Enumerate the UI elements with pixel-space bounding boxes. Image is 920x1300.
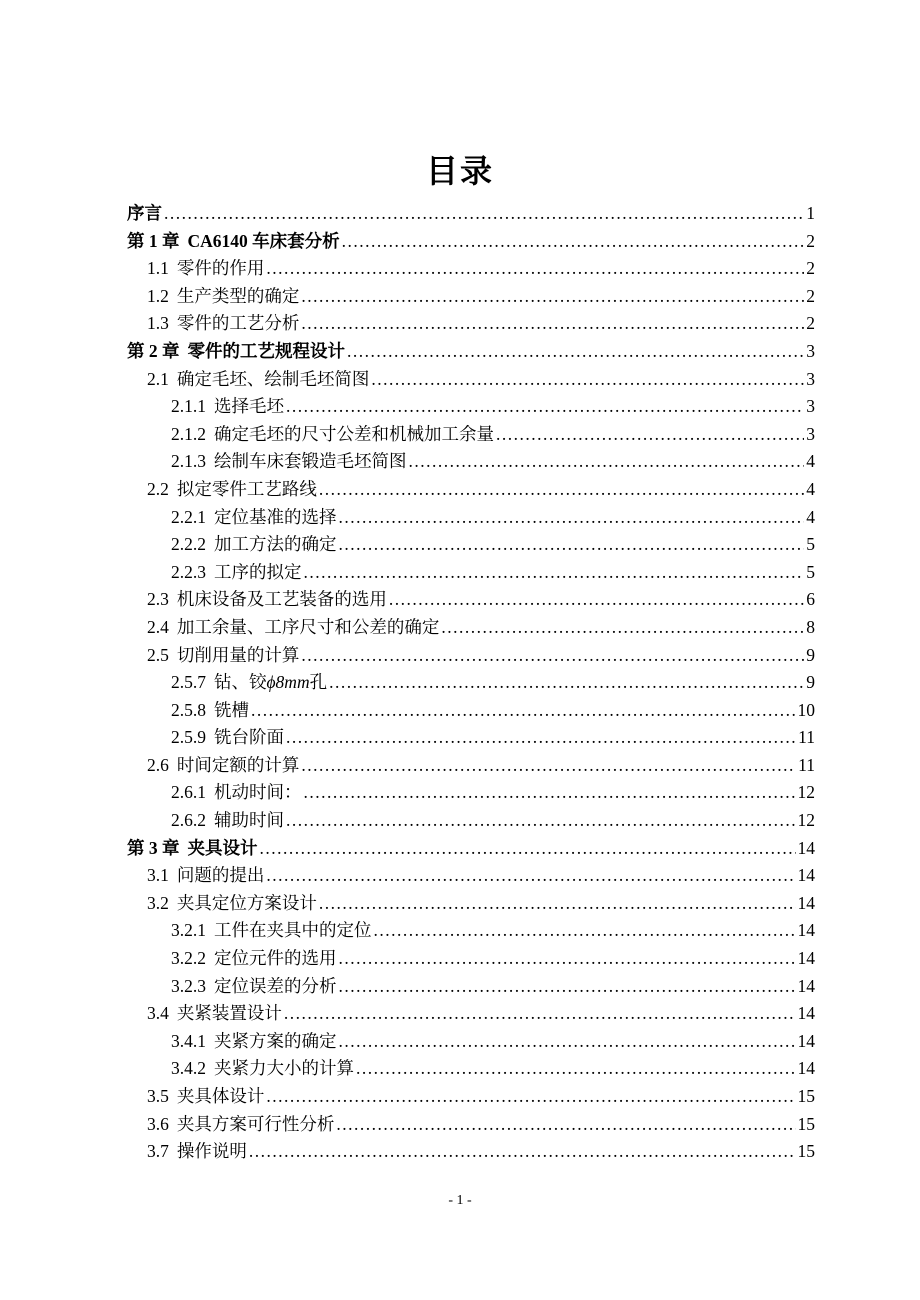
- toc-entry-page: 14: [797, 892, 815, 913]
- dot-leader: [342, 228, 805, 256]
- toc-entry-page: 14: [797, 1058, 815, 1079]
- toc-entry-number: 2.5.7: [171, 672, 206, 693]
- dot-leader: [339, 531, 805, 559]
- toc-entry[interactable]: [127, 255, 815, 283]
- toc-entry-number: 1.2: [147, 285, 169, 306]
- toc-entry-number: 3.7: [147, 1141, 169, 1162]
- toc-entry-title-text: 定位元件的选用: [214, 948, 337, 969]
- dot-leader: [286, 724, 796, 752]
- toc-entry-title-text: 绘制车床套锻造毛坯简图: [214, 451, 407, 472]
- toc-entry-title: [188, 835, 258, 863]
- toc-entry[interactable]: [127, 1138, 815, 1166]
- toc-entry-title-text: 零件的工艺规程设计: [187, 340, 345, 361]
- toc-entry-title: [177, 1111, 335, 1139]
- toc-entry-number: 1.3: [147, 313, 169, 334]
- toc-entry-page: 9: [806, 672, 815, 693]
- toc-entry-title-text: 切削用量的计算: [176, 644, 300, 665]
- dot-leader: [251, 697, 796, 725]
- dot-leader: [409, 448, 805, 476]
- toc-entry[interactable]: [127, 338, 815, 366]
- toc-entry-page: 10: [797, 699, 815, 720]
- toc-entry-number: 2.1.1: [171, 396, 206, 417]
- toc-entry-title: [214, 669, 327, 697]
- toc-entry-number: 第 3 章: [127, 837, 180, 858]
- toc-entry[interactable]: [127, 531, 815, 559]
- toc-entry-title: [188, 228, 340, 256]
- toc-entry-page: 4: [806, 506, 815, 527]
- toc-entry-number: 2.1: [147, 368, 169, 389]
- toc-entry[interactable]: [127, 642, 815, 670]
- toc-entry-title-text: 序言: [127, 203, 162, 223]
- toc-entry[interactable]: [127, 724, 815, 752]
- dot-leader: [319, 476, 804, 504]
- toc-entry-page: 11: [798, 727, 815, 748]
- toc-entry-title: [214, 697, 249, 725]
- dot-leader: [347, 338, 804, 366]
- toc-entry-page: 15: [797, 1141, 815, 1162]
- toc-entry-title-text: 生产类型的确定: [176, 285, 300, 306]
- toc-entry-number: 2.1.2: [171, 423, 206, 444]
- toc-entry[interactable]: [127, 835, 815, 863]
- toc-entry-number: 3.4.1: [171, 1030, 206, 1051]
- toc-entry-number: 2.2: [147, 478, 169, 499]
- toc-entry-title: [177, 752, 300, 780]
- toc-entry-title-text: 工件在夹具中的定位: [214, 920, 372, 941]
- toc-entry-number: 3.4.2: [171, 1058, 206, 1079]
- toc-entry-title: [214, 724, 284, 752]
- dot-leader: [329, 669, 804, 697]
- toc-entry-number: 3.2.1: [171, 920, 206, 941]
- toc-entry-title-text: 定位基准的选择: [214, 506, 337, 527]
- toc-entry-page: 8: [806, 616, 815, 637]
- toc-entry[interactable]: [127, 393, 815, 421]
- toc-entry-number: 2.3: [147, 589, 169, 610]
- toc-entry-number: 3.4: [147, 1003, 169, 1024]
- toc-entry[interactable]: [127, 448, 815, 476]
- dot-leader: [339, 973, 796, 1001]
- toc-entry[interactable]: [127, 917, 815, 945]
- toc-entry-page: 1: [806, 203, 815, 223]
- toc-entry-title: [177, 1000, 282, 1028]
- dot-leader: [301, 752, 796, 780]
- dot-leader: [371, 366, 804, 394]
- toc-entry-title: [177, 614, 440, 642]
- toc-entry-title: [177, 890, 317, 918]
- toc-entry-title-text: 定位误差的分析: [214, 975, 337, 996]
- dot-leader: [301, 283, 804, 311]
- toc-entry-page: 14: [797, 837, 815, 858]
- dot-leader: [374, 917, 796, 945]
- toc-entry-title: [177, 255, 265, 283]
- toc-entry-number: 3.2: [147, 892, 169, 913]
- toc-entry-page: 12: [797, 810, 815, 831]
- dot-leader: [304, 779, 796, 807]
- toc-entry-title: [177, 476, 317, 504]
- toc-entry-title-text: 时间定额的计算: [176, 754, 300, 775]
- toc-entry-title: [214, 973, 337, 1001]
- dot-leader: [496, 421, 804, 449]
- toc-entry-number: 3.1: [147, 865, 169, 886]
- toc-entry-title-text: 确定毛坯的尺寸公差和机械加工余量: [214, 423, 494, 444]
- toc-entry-page: 15: [797, 1086, 815, 1106]
- toc-entry[interactable]: [127, 1028, 815, 1056]
- toc-entry[interactable]: [127, 586, 815, 614]
- toc-entry[interactable]: [127, 973, 815, 1001]
- toc-entry-page: 15: [797, 1113, 815, 1134]
- toc-entry-title-text: 机动时间：: [214, 782, 302, 803]
- toc-entry-title-text: 钻、铰: [214, 672, 267, 693]
- toc-entry[interactable]: [127, 752, 815, 780]
- toc-entry-number: 2.6: [147, 754, 169, 775]
- toc-entry-number: 2.5: [147, 644, 169, 665]
- toc-entry-title-text: 夹具方案可行性分析: [176, 1113, 335, 1134]
- dot-leader: [356, 1055, 796, 1083]
- toc-entry-number: 2.6.2: [171, 810, 206, 831]
- toc-entry[interactable]: [127, 310, 815, 338]
- toc-entry[interactable]: [127, 807, 815, 835]
- toc-entry-page: 2: [806, 285, 815, 306]
- toc-entry-title: [214, 448, 407, 476]
- toc-entry-number: 2.5.9: [171, 727, 206, 748]
- dot-leader: [260, 835, 796, 863]
- toc-entry-title-text: 夹具定位方案设计: [176, 892, 317, 913]
- dot-leader: [336, 1111, 795, 1139]
- toc-entry-title-suffix: 孔: [309, 672, 328, 693]
- toc-entry-number: 2.2.1: [171, 506, 206, 527]
- dot-leader: [339, 504, 805, 532]
- dot-leader: [339, 945, 796, 973]
- toc-entry-page: 14: [797, 1003, 815, 1024]
- toc-entry-page: 2: [806, 313, 815, 334]
- toc-entry-title: [214, 393, 284, 421]
- toc-entry[interactable]: [127, 421, 815, 449]
- dot-leader: [286, 807, 796, 835]
- toc-entry-page: 2: [806, 230, 815, 251]
- toc-entry-title: [177, 1083, 265, 1111]
- toc-entry-title-text: 夹紧装置设计: [176, 1003, 282, 1024]
- table-of-contents: [127, 200, 815, 1166]
- toc-entry-page: 14: [797, 865, 815, 886]
- toc-entry-title: [214, 421, 494, 449]
- toc-entry[interactable]: [127, 559, 815, 587]
- toc-entry-title: [214, 504, 337, 532]
- toc-entry-title-text: 铣槽: [214, 699, 249, 720]
- toc-entry[interactable]: [127, 504, 815, 532]
- dot-leader: [304, 559, 805, 587]
- toc-entry-title: [214, 917, 372, 945]
- toc-entry-page: 3: [806, 396, 815, 417]
- toc-entry-title: [214, 807, 284, 835]
- toc-entry-title: [214, 1055, 354, 1083]
- toc-entry[interactable]: [127, 1000, 815, 1028]
- dot-leader: [301, 310, 804, 338]
- toc-entry-title: [214, 531, 337, 559]
- dot-leader: [441, 614, 804, 642]
- toc-entry-title: [177, 1138, 247, 1166]
- toc-entry-title-formula: ϕ8mm: [266, 672, 310, 693]
- toc-entry-title: [177, 283, 300, 311]
- toc-entry[interactable]: [127, 614, 815, 642]
- toc-entry[interactable]: [127, 890, 815, 918]
- toc-entry-number: 第 1 章: [127, 230, 180, 251]
- dot-leader: [319, 890, 796, 918]
- toc-entry[interactable]: [127, 669, 815, 697]
- toc-entry-page: 14: [797, 948, 815, 969]
- toc-entry-title: [214, 945, 337, 973]
- toc-entry[interactable]: [127, 283, 815, 311]
- toc-entry-title-text: 机床设备及工艺装备的选用: [176, 589, 387, 610]
- toc-entry-title-text: 确定毛坯、绘制毛坯简图: [176, 368, 370, 389]
- toc-entry-page: 3: [806, 368, 815, 389]
- toc-entry-page: 4: [806, 451, 815, 472]
- toc-entry-title-text: 操作说明: [176, 1141, 247, 1162]
- toc-entry-title: [177, 310, 300, 338]
- toc-entry[interactable]: [127, 1055, 815, 1083]
- toc-entry-number: 2.6.1: [171, 782, 206, 803]
- toc-entry-page: 6: [806, 589, 815, 610]
- toc-entry[interactable]: [127, 779, 815, 807]
- dot-leader: [339, 1028, 796, 1056]
- toc-entry[interactable]: [127, 1111, 815, 1139]
- toc-entry-title-text: 夹紧方案的确定: [214, 1030, 337, 1051]
- toc-entry-title-text: 夹具设计: [187, 837, 258, 858]
- toc-entry-number: 3.6: [147, 1113, 169, 1134]
- toc-entry-title: [188, 338, 346, 366]
- toc-entry-number: 2.4: [147, 616, 169, 637]
- dot-leader: [266, 862, 795, 890]
- dot-leader: [389, 586, 804, 614]
- toc-entry-title: [127, 200, 162, 228]
- toc-entry-title-text: CA6140 车床套分析: [187, 230, 340, 251]
- toc-entry-title: [214, 559, 302, 587]
- toc-entry-title-text: 拟定零件工艺路线: [176, 478, 317, 499]
- page-number-footer: - 1 -: [448, 1193, 472, 1208]
- toc-entry-title-text: 零件的作用: [176, 258, 265, 279]
- toc-entry-page: 12: [797, 782, 815, 803]
- toc-entry-title-text: 选择毛坯: [214, 396, 284, 417]
- toc-entry-page: 9: [806, 644, 815, 665]
- toc-entry-number: 2.5.8: [171, 699, 206, 720]
- toc-entry-title-text: 加工方法的确定: [214, 534, 337, 555]
- toc-entry-title: [214, 779, 302, 807]
- toc-entry-number: 第 2 章: [127, 340, 180, 361]
- toc-entry-page: 14: [797, 920, 815, 941]
- toc-entry-number: 3.5: [147, 1086, 169, 1106]
- toc-entry[interactable]: [127, 200, 815, 228]
- toc-entry-title-text: 夹紧力大小的计算: [214, 1058, 354, 1079]
- toc-entry-title-text: 工序的拟定: [214, 561, 302, 582]
- dot-leader: [286, 393, 804, 421]
- toc-entry-number: 1.1: [147, 258, 169, 279]
- toc-entry-page: 5: [806, 534, 815, 555]
- toc-entry[interactable]: [127, 476, 815, 504]
- toc-entry-title-text: 零件的工艺分析: [176, 313, 300, 334]
- toc-entry-title-text: 加工余量、工序尺寸和公差的确定: [176, 616, 440, 637]
- toc-entry-number: 2.1.3: [171, 451, 206, 472]
- toc-entry-title: [177, 586, 387, 614]
- toc-entry-page: 2: [806, 258, 815, 279]
- toc-entry-title-text: 问题的提出: [176, 865, 265, 886]
- toc-entry-title: [177, 366, 370, 394]
- toc-entry-page: 3: [806, 423, 815, 444]
- dot-leader: [266, 1083, 795, 1111]
- toc-entry-page: 11: [798, 754, 815, 775]
- toc-entry-page: 14: [797, 1030, 815, 1051]
- toc-entry[interactable]: [127, 366, 815, 394]
- toc-entry-number: 2.2.3: [171, 561, 206, 582]
- toc-entry-number: 2.2.2: [171, 534, 206, 555]
- page-title: 目录: [425, 152, 494, 190]
- toc-entry[interactable]: [127, 862, 815, 890]
- toc-entry-page: 14: [797, 975, 815, 996]
- toc-entry-title-text: 铣台阶面: [214, 727, 284, 748]
- toc-entry-title-text: 夹具体设计: [176, 1086, 265, 1106]
- toc-entry-number: 3.2.3: [171, 975, 206, 996]
- toc-entry-title: [214, 1028, 337, 1056]
- toc-entry-page: 5: [806, 561, 815, 582]
- toc-entry[interactable]: [127, 228, 815, 256]
- toc-entry-title: [177, 642, 300, 670]
- toc-entry[interactable]: [127, 1083, 815, 1111]
- dot-leader: [301, 642, 804, 670]
- toc-entry-page: 4: [806, 478, 815, 499]
- dot-leader: [266, 255, 804, 283]
- dot-leader: [284, 1000, 796, 1028]
- dot-leader: [164, 200, 804, 228]
- toc-entry[interactable]: [127, 945, 815, 973]
- toc-entry-number: 3.2.2: [171, 948, 206, 969]
- toc-entry[interactable]: [127, 697, 815, 725]
- toc-entry-title-text: 辅助时间: [214, 810, 284, 831]
- toc-entry-page: 3: [806, 340, 815, 361]
- toc-entry-title: [177, 862, 265, 890]
- dot-leader: [249, 1138, 796, 1166]
